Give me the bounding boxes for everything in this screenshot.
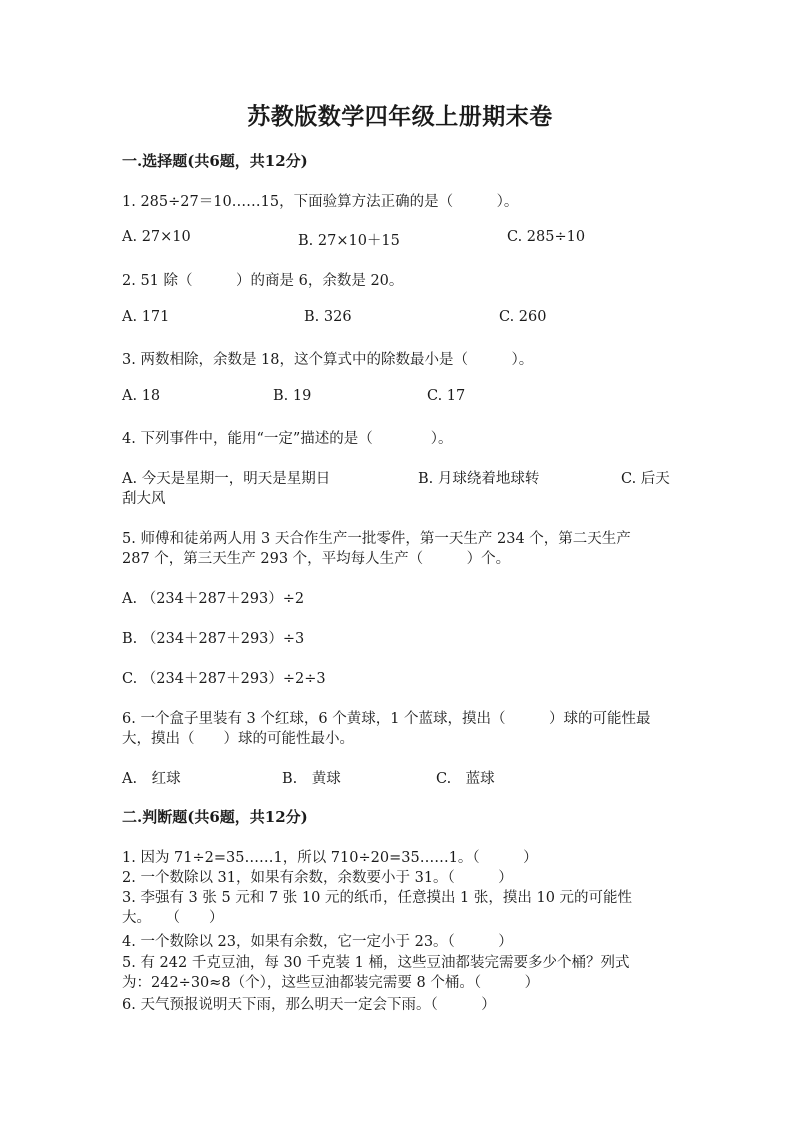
question-1-stem: 1. 285÷27＝10……15，下面验算方法正确的是（ ）。: [122, 194, 519, 210]
question-4-option-b: B. 月球绕着地球转: [418, 471, 540, 487]
question-4-stem: 4. 下列事件中，能用“一定”描述的是（ ）。: [122, 431, 453, 447]
question-5-option-a: A. （234＋287＋293）÷2: [122, 591, 305, 607]
judgement-item-2: 2. 一个数除以 31，如果有余数，余数要小于 31。（ ）: [122, 870, 513, 886]
judgement-item-3-line-1: 3. 李强有 3 张 5 元和 7 张 10 元的纸币，任意摸出 1 张，摸出 10 元的可能性: [122, 890, 633, 906]
judgement-item-5-line-2: 为：242÷30≈8（个），这些豆油都装完需要 8 个桶。（ ）: [122, 975, 540, 991]
judgement-item-6: 6. 天气预报说明天下雨，那么明天一定会下雨。（ ）: [122, 997, 496, 1013]
section-heading-choice: 一.选择题(共6题，共12分): [122, 152, 308, 170]
question-2-option-b: B. 326: [304, 309, 352, 325]
question-3-option-c: C. 17: [427, 388, 466, 404]
question-3-option-a: A. 18: [122, 388, 161, 404]
section-heading-judgement: 二.判断题(共6题，共12分): [122, 808, 308, 826]
question-4-option-c: C. 后天: [621, 471, 670, 487]
question-5-option-c: C. （234＋287＋293）÷2÷3: [122, 671, 326, 687]
question-1-option-b: B. 27×10＋15: [298, 233, 400, 249]
question-3-option-b: B. 19: [273, 388, 312, 404]
question-1-option-c: C. 285÷10: [507, 229, 586, 245]
question-2-option-c: C. 260: [499, 309, 547, 325]
question-1-option-a: A. 27×10: [122, 229, 191, 245]
question-4-option-a: A. 今天是星期一，明天是星期日: [122, 471, 331, 487]
question-2-stem: 2. 51 除（ ）的商是 6，余数是 20。: [122, 273, 404, 289]
question-5-stem-line-1: 5. 师傅和徒弟两人用 3 天合作生产一批零件，第一天生产 234 个，第二天生产: [122, 531, 631, 547]
question-5-option-b: B. （234＋287＋293）÷3: [122, 631, 305, 647]
question-3-stem: 3. 两数相除，余数是 18，这个算式中的除数最小是（ ）。: [122, 352, 534, 368]
question-4-option-c-continued: 刮大风: [122, 491, 166, 507]
question-6-stem-line-2: 大，摸出（ ）球的可能性最小。: [122, 731, 354, 747]
question-6-option-b: B. 黄球: [282, 771, 341, 787]
question-5-stem-line-2: 287 个，第三天生产 293 个，平均每人生产（ ）个。: [122, 551, 511, 567]
page-title: 苏教版数学四年级上册期末卷: [247, 103, 553, 130]
question-2-option-a: A. 171: [122, 309, 170, 325]
judgement-item-1: 1. 因为 71÷2=35……1，所以 710÷20=35……1。（ ）: [122, 850, 538, 866]
question-6-option-c: C. 蓝球: [436, 771, 495, 787]
judgement-item-3-line-2: 大。 （ ）: [122, 910, 224, 926]
question-6-option-a: A. 红球: [122, 771, 181, 787]
question-6-stem-line-1: 6. 一个盒子里装有 3 个红球，6 个黄球，1 个蓝球，摸出（ ）球的可能性最: [122, 711, 651, 727]
judgement-item-5-line-1: 5. 有 242 千克豆油，每 30 千克装 1 桶，这些豆油都装完需要多少个桶？列式: [122, 955, 630, 971]
judgement-item-4: 4. 一个数除以 23，如果有余数，它一定小于 23。（ ）: [122, 934, 513, 950]
